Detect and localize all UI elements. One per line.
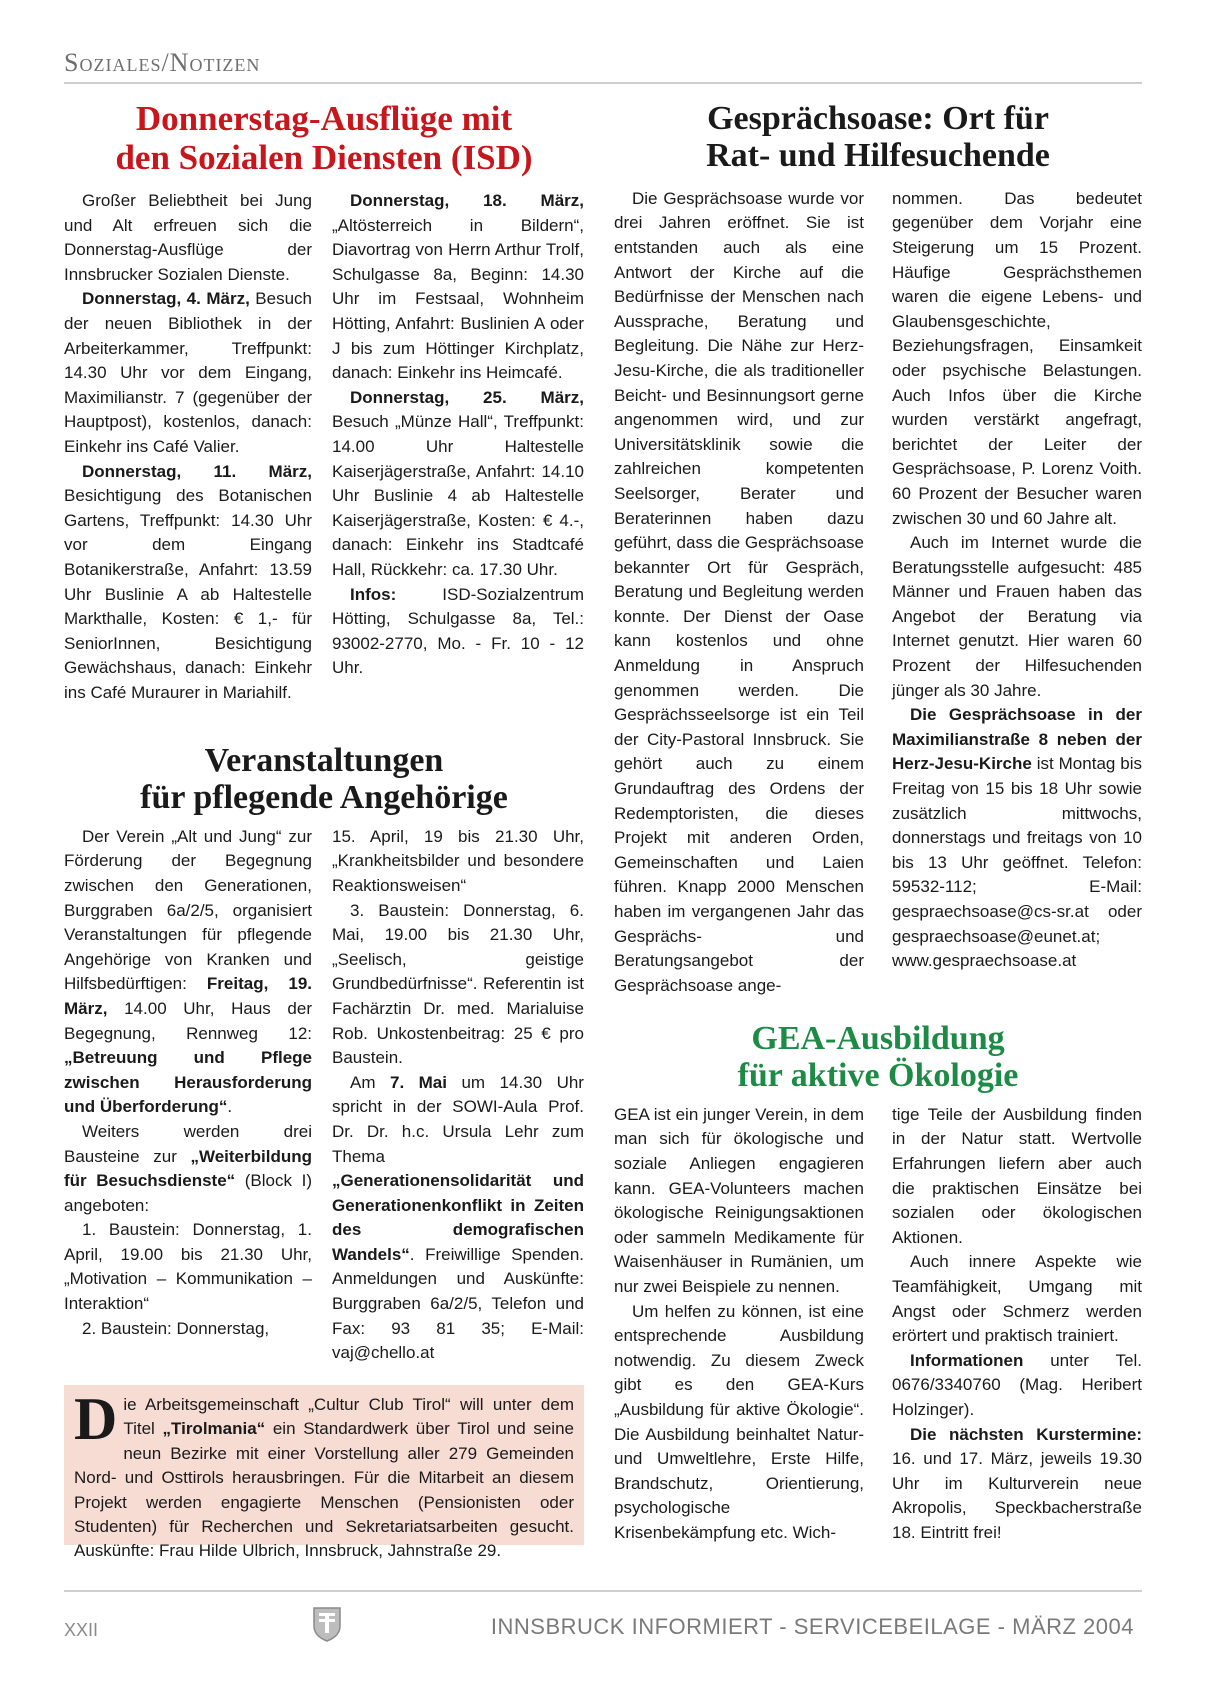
header-rule <box>64 82 1142 84</box>
angehoerige-block: (Block I) angeboten: <box>64 1171 312 1215</box>
headline-gea-line2: für aktive Ökologie <box>737 1057 1019 1095</box>
headline-gea <box>614 1020 1142 1095</box>
oase-col-2 <box>892 187 1142 999</box>
isd-text-11maerz: Besichtigung des Botanischen Gartens, Treffpunkt: 14.30 Uhr vor dem Eingang Botanikerstraße, Anfahrt: 13.59 Uhr Buslinie A ab Haltestelle Markthalle, Kosten: € 1,- für SeniorInnen, Besichtigung Gewächshaus, danach: Einkehr ins Café Muraurer in Mariahilf. <box>64 486 312 702</box>
page-number: XXII <box>64 1620 99 1640</box>
article-isd <box>64 100 584 705</box>
article-angehoerige <box>64 742 584 1366</box>
section-label: Soziales/Notizen <box>64 48 261 77</box>
notice-dropcap: D <box>74 1386 118 1452</box>
isd-infos-label: Infos: <box>350 584 397 604</box>
notice-text-c: ein Standardwerk über Tirol und seine neun Bezirke mit einer Vorstellung aller 279 Gemeinden Nord- und Osttirols herausbringen. Für die Mitarbeit an diesem Projekt werden engagierte Menschen (Pensionisten oder Studenten) für Recherchen und Sekretariatsarbeiten gesucht. Auskünfte: Frau Hilde Ulbrich, Innsbruck, Jahnstraße 29. <box>74 1419 574 1561</box>
angehoerige-lecture: um 14.30 Uhr spricht in der SOWI-Aula Prof. Dr. Dr. h.c. Ursula Lehr zum Thema <box>332 1072 584 1166</box>
oase-address: Die Gesprächsoase in der Maximilianstraße 8 neben der Herz-Jesu-Kirche <box>892 705 1142 774</box>
headline-isd-line2: den Sozialen Diensten (ISD) <box>115 137 533 177</box>
isd-intro: Großer Beliebtheit bei Jung und Alt erfreuen sich die Donnerstag-Ausflüge der Innsbrucker Sozialen Dienste. <box>64 191 312 284</box>
isd-text-18maerz: „Altösterreich in Bildern“, Diavortrag von Herrn Arthur Trolf, Schulgasse 8a, Beginn: 14.30 Uhr im Festsaal, Wohnheim Hötting, Anfahrt: Buslinien A oder J bis zum Höttinger Kirchplatz, danach: Einkehr ins Heimcafé. <box>332 215 584 383</box>
angehoerige-date-7mai: 7. Mai <box>389 1072 447 1092</box>
gea-col-1 <box>614 1103 864 1546</box>
gea-info-text: unter Tel. 0676/3340760 (Mag. Heribert Holzinger). <box>892 1350 1142 1419</box>
angehoerige-baustein-1: 1. Baustein: Donnerstag, 1. April, 19.00 bis 21.30 Uhr, „Motivation – Kommunikation – Interaktion“ <box>64 1220 312 1314</box>
gea-info-label: Informationen <box>910 1350 1024 1370</box>
isd-col-1 <box>64 189 312 705</box>
headline-angehoerige-line1: Veranstaltungen <box>204 742 444 779</box>
headline-angehoerige <box>64 742 584 817</box>
angehoerige-intro: Der Verein „Alt und Jung“ zur Förderung der Begegnung zwischen den Generationen, Burggraben 6a/2/5, organisiert Veranstaltungen für pflegende Angehörige von Kranken und Hilfsbedürftigen: <box>64 826 312 994</box>
angehoerige-weiterbildung: „Weiterbildung für Besuchsdienste“ <box>64 1146 312 1191</box>
headline-oase-line1: Gesprächsoase: Ort für <box>707 100 1049 137</box>
gea-practice: tige Teile der Ausbildung finden in der Natur statt. Wertvolle Erfahrungen liefern aber auch die praktischen Einsätze bei sozialen oder ökologischen Aktionen. <box>892 1104 1142 1247</box>
headline-angehoerige-line2: für pflegende Angehörige <box>140 779 508 817</box>
gea-inner: Auch innere Aspekte wie Teamfähigkeit, Umgang mit Angst oder Schmerz werden erörtert und praktisch trainiert. <box>892 1252 1142 1346</box>
headline-isd <box>64 100 584 177</box>
oase-internet: Auch im Internet wurde die Beratungsstelle aufgesucht: 485 Männer und Frauen haben das Angebot der Beratung via Internet genutzt. Hier waren 60 Prozent der Hilfesuchenden jünger als 30 Jahre. <box>892 533 1142 700</box>
oase-body-1: Die Gesprächsoase wurde vor drei Jahren eröffnet. Sie ist entstanden auch als eine Antwort der Kirche auf die Bedürfnisse der Menschen nach Aussprache, Beratung und Begleitung. Die Nähe zur Herz-Jesu-Kirche, die als traditioneller Beicht- und Besinnungsort gerne angenommen wird, und zur Universitätsklinik sowie die zahlreichen kompetenten Seelsorger, Berater und Beraterinnen haben dazu geführt, dass die Gesprächsoase bekannter Ort für Gespräch, Beratung und Begleitung werden konnte. Der Dienst der Oase kann kostenlos und ohne Anmeldung in Anspruch genommen werden. Die Gesprächsseelsorge ist ein Teil der City-Pastoral Innsbruck. Sie gehört auch zu einem Grundauftrag des Ordens der Redemptoristen, die dieses Projekt mit anderen Orden, Gemeinschaften und Laien führen. Knapp 2000 Menschen haben im vergangenen Jahr das Gesprächs- und Beratungsangebot der Gesprächsoase ange- <box>614 188 864 995</box>
angehoerige-col-1 <box>64 825 312 1366</box>
angehoerige-contact: . Freiwillige Spenden. Anmeldungen und Auskünfte: Burggraben 6a/2/5, Telefon und Fax: 93 81 35; E-Mail: vaj@chello.at <box>332 1244 584 1363</box>
article-oase <box>614 100 1142 998</box>
gea-dates-label: Die nächsten Kurstermine: <box>910 1424 1142 1444</box>
notice-text-a: ie Arbeitsgemeinschaft „Cultur Club Tirol“ will unter dem Titel <box>123 1395 574 1439</box>
footer-rule <box>64 1590 1142 1592</box>
angehoerige-venue: 14.00 Uhr, Haus der Begegnung, Rennweg 12: <box>64 998 312 1043</box>
angehoerige-baustein-3: 3. Baustein: Donnerstag, 6. Mai, 19.00 bis 21.30 Uhr, „Seelisch, geistige Grundbedürfnisse“. Referentin ist Fachärztin Dr. med. Marialuise Rob. Unkostenbeitrag: 25 € pro Baustein. <box>332 900 584 1068</box>
article-gea <box>614 1020 1142 1545</box>
headline-isd-line1: Donnerstag-Ausflüge mit <box>135 99 513 138</box>
city-crest-icon <box>312 1604 342 1642</box>
oase-body-2: nommen. Das bedeutet gegenüber dem Vorjahr eine Steigerung um 15 Prozent. Häufige Gesprächsthemen waren die eigene Lebens- und Glaubensgeschichte, Beziehungsfragen, Einsamkeit oder psychische Belastungen. Auch Infos über die Kirche wurden verstärkt angefragt, berichtet der Leiter der Gesprächsoase, P. Lorenz Voith. 60 Prozent der Besucher waren zwischen 30 und 60 Jahre alt. <box>892 188 1142 528</box>
angehoerige-lecture-title: „Generationensolidarität und Generationenkonflikt in Zeiten des demografischen Wandels“ <box>332 1171 584 1264</box>
notice-title: „Tirolmania“ <box>162 1419 266 1439</box>
angehoerige-weiters: Weiters werden drei Bausteine zur <box>64 1121 312 1166</box>
isd-date-25maerz: Donnerstag, 25. März, <box>350 387 584 407</box>
isd-col-2 <box>332 189 584 705</box>
isd-text-4maerz: Besuch der neuen Bibliothek in der Arbeiterkammer, Treffpunkt: 14.30 Uhr vor dem Eingang, Maximilianstr. 7 (gegenüber der Hauptpost), kostenlos, danach: Einkehr ins Café Valier. <box>64 289 312 456</box>
angehoerige-am: Am <box>350 1072 390 1092</box>
gea-col-2 <box>892 1103 1142 1546</box>
isd-date-4maerz: Donnerstag, 4. März, <box>82 289 250 309</box>
gea-dates-text: 16. und 17. März, jeweils 19.30 Uhr im Kulturverein neue Akropolis, Speckbacherstraße 18. Eintritt frei! <box>892 1449 1142 1542</box>
oase-hours-contact: ist Montag bis Freitag von 15 bis 18 Uhr sowie zusätzlich mittwochs, donnerstags und freitags von 10 bis 13 Uhr geöffnet. Telefon: 59532-112; E-Mail: gespraechsoase@cs-sr.at oder gespraechsoase@eunet.at; www.gespraechsoase.at <box>892 754 1142 971</box>
angehoerige-period: . <box>227 1097 233 1117</box>
angehoerige-date-19maerz: Freitag, 19. März, <box>64 974 312 1018</box>
isd-infos-text: ISD-Sozialzentrum Hötting, Schulgasse 8a, Tel.: 93002-2770, Mo. - Fr. 10 - 12 Uhr. <box>332 584 584 678</box>
publication-title: INNSBRUCK INFORMIERT - SERVICEBEILAGE - MÄRZ 2004 <box>490 1614 1134 1639</box>
headline-oase <box>614 100 1142 175</box>
headline-oase-line2: Rat- und Hilfesuchende <box>706 137 1050 175</box>
notice-tirolmania <box>64 1385 584 1561</box>
angehoerige-topic-1: „Betreuung und Pflege zwischen Herausforderung und Überforderung“ <box>64 1048 312 1117</box>
gea-intro: GEA ist ein junger Verein, in dem man sich für ökologische und soziale Anliegen engagieren kann. GEA-Volunteers machen ökologische Reinigungsaktionen oder sammeln Medikamente für Waisenhäuser in Rumänien, um nur zwei Beispiele zu nennen. <box>614 1104 864 1296</box>
angehoerige-baustein-2-end: 15. April, 19 bis 21.30 Uhr, „Krankheitsbilder und besondere Reaktionsweisen“ <box>332 826 584 895</box>
angehoerige-baustein-2-start: 2. Baustein: Donnerstag, <box>82 1318 270 1338</box>
gea-course: Um helfen zu können, ist eine entsprechende Ausbildung notwendig. Zu diesem Zweck gibt es den GEA-Kurs „Ausbildung für aktive Ökologie“. Die Ausbildung beinhaltet Natur- und Umweltlehre, Erste Hilfe, Brandschutz, Orientierung, psychologische Krisenbekämpfung etc. Wich- <box>614 1301 864 1542</box>
isd-date-11maerz: Donnerstag, 11. März, <box>82 461 312 481</box>
isd-text-25maerz: Besuch „Münze Hall“, Treffpunkt: 14.00 Uhr Haltestelle Kaiserjägerstraße, Anfahrt: 14.10 Uhr Buslinie 4 ab Haltestelle Kaiserjägerstraße, Kosten: € 4.-, danach: Einkehr ins Stadtcafé Hall, Rückkehr: ca. 17.30 Uhr. <box>332 412 584 579</box>
isd-date-18maerz: Donnerstag, 18. März, <box>350 191 584 210</box>
oase-col-1 <box>614 187 864 999</box>
headline-gea-line1: GEA-Ausbildung <box>751 1020 1005 1057</box>
angehoerige-col-2 <box>332 825 584 1366</box>
